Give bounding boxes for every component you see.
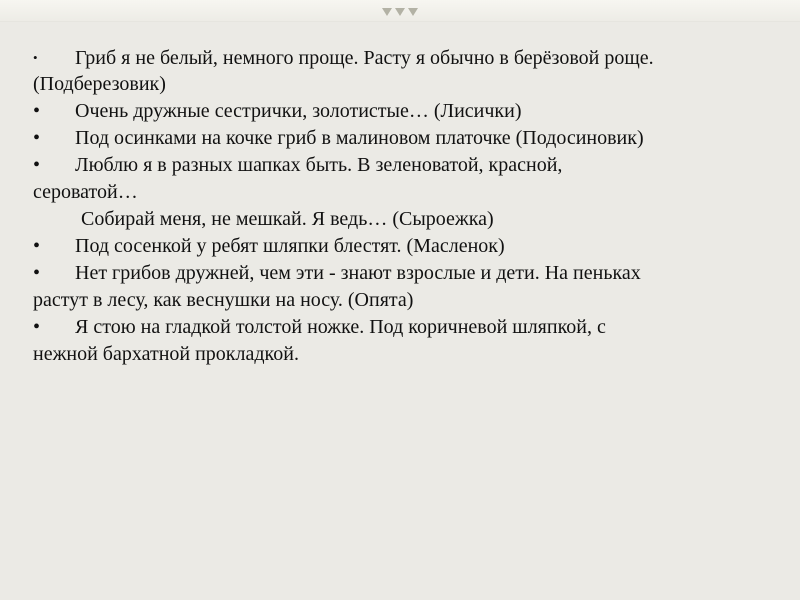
riddle-5-text: Под сосенкой у ребят шляпки блестят. (Масленок): [75, 235, 505, 257]
bullet-icon: •: [33, 100, 41, 122]
riddle-5-line-1: [33, 233, 763, 260]
slide-decoration-icon: [378, 2, 422, 22]
riddle-list: [33, 44, 763, 368]
bullet-icon: •: [33, 262, 41, 284]
riddle-6-line-2: [33, 287, 763, 314]
riddle-4-line-2: [33, 179, 763, 206]
riddle-1-line-2: [33, 71, 763, 98]
riddle-4-answer-line: Собирай меня, не мешкай. Я ведь… (Сыроежка): [81, 208, 494, 230]
riddle-7-text-continued: нежной бархатной прокладкой.: [33, 343, 299, 365]
bullet-icon: •: [33, 127, 41, 149]
riddle-6-text: Нет грибов дружней, чем эти - знают взрослые и дети. На пеньках: [75, 262, 641, 284]
bullet-icon: •: [33, 154, 41, 176]
riddle-4-line-1: [33, 152, 763, 179]
riddle-4-text-continued: сероватой…: [33, 181, 138, 203]
riddle-1-text: Гриб я не белый, немного проще. Расту я обычно в берёзовой роще.: [75, 47, 654, 69]
riddle-4-line-3: [33, 206, 763, 233]
riddle-6-line-1: [33, 260, 763, 287]
riddle-1-line-1: [33, 44, 763, 71]
riddle-4-text: Люблю я в разных шапках быть. В зеленоватой, красной,: [75, 154, 563, 176]
riddle-7-line-2: [33, 341, 763, 368]
riddle-1-answer: (Подберезовик): [33, 73, 166, 95]
bullet-icon: •: [33, 316, 41, 338]
riddle-7-text: Я стою на гладкой толстой ножке. Под коричневой шляпкой, с: [75, 316, 606, 338]
riddle-2-text: Очень дружные сестрички, золотистые… (Лисички): [75, 100, 522, 122]
bullet-icon: •: [33, 235, 41, 257]
riddle-7-line-1: [33, 314, 763, 341]
riddle-2-line-1: [33, 98, 763, 125]
riddle-3-line-1: [33, 125, 763, 152]
bullet-icon: •: [33, 50, 38, 65]
riddle-6-answer-line: растут в лесу, как веснушки на носу. (Опята): [33, 289, 414, 311]
riddle-3-text: Под осинками на кочке гриб в малиновом платочке (Подосиновик): [75, 127, 644, 149]
